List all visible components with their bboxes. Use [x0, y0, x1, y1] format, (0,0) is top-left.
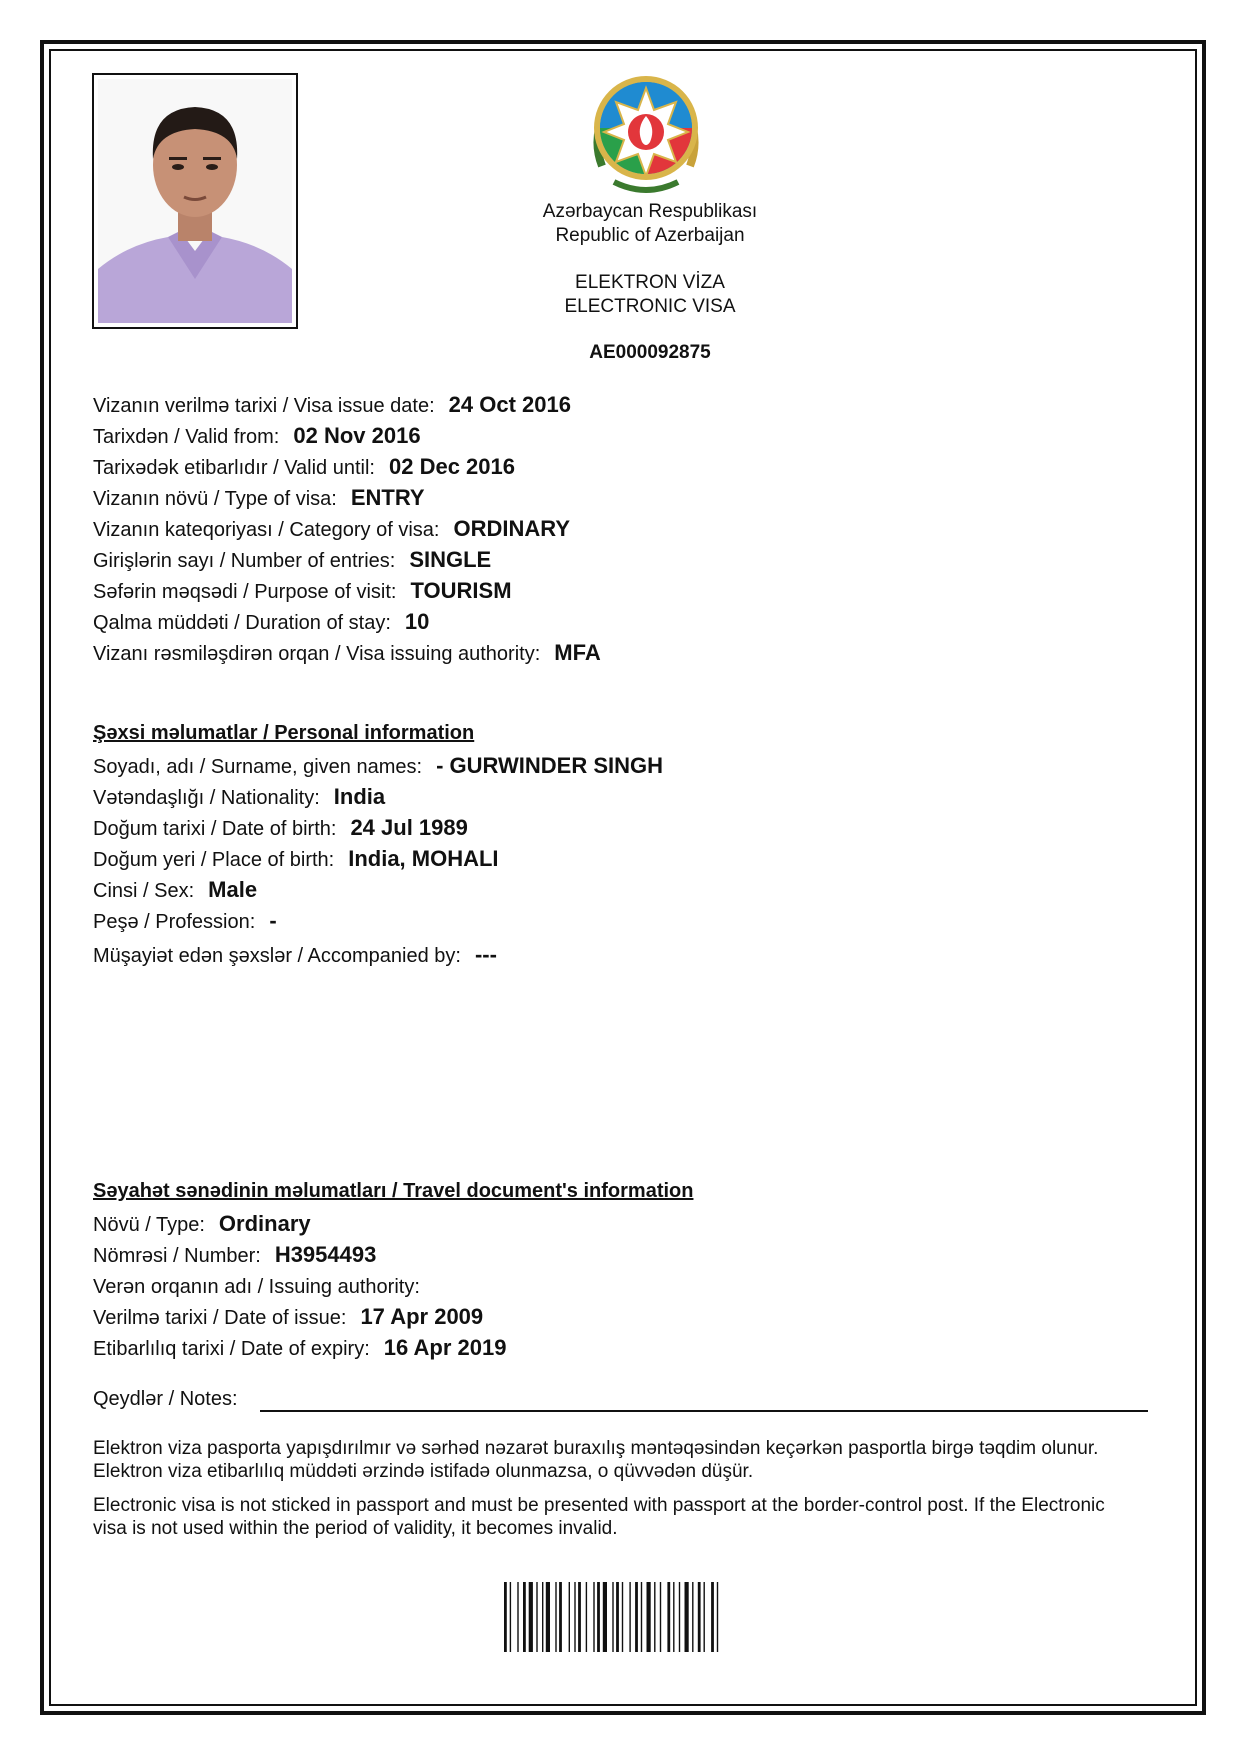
- personal-row: [93, 846, 499, 872]
- barcode-bar: [569, 1582, 570, 1652]
- barcode-bar: [635, 1582, 638, 1652]
- doc-expiry-label: Etibarlılıq tarixi / Date of expiry:: [93, 1338, 370, 1360]
- barcode-bar: [542, 1582, 543, 1652]
- header-evisa-en: ELECTRONIC VISA: [564, 296, 736, 317]
- notice-az: Elektron viza pasporta yapışdırılmır və sərhəd nəzarət buraxılış məntəqəsindən keçərkən pasportla birgə təqdim olunur. Elektron viza etibarlılıq müddəti ərzində istifadə olunmazsa, o qüvvədən düşür.: [93, 1438, 1099, 1482]
- barcode-bar: [523, 1582, 526, 1652]
- barcode-bar: [673, 1582, 674, 1652]
- visa-detail-row: [93, 392, 571, 418]
- doc-type-label: Növü / Type:: [93, 1214, 205, 1236]
- notes-line: [260, 1410, 1148, 1412]
- barcode-bar: [711, 1582, 714, 1652]
- issuing-authority-value: MFA: [554, 640, 601, 665]
- barcode-bar: [647, 1582, 651, 1652]
- dob-value: 24 Jul 1989: [350, 815, 468, 840]
- visa-detail-row: [93, 609, 429, 635]
- barcode-bar: [717, 1582, 718, 1652]
- notice-en: Electronic visa is not sticked in passport and must be presented with passport at the border-control post. If the Electronic visa is not used within the period of validity, it becomes invalid.: [93, 1495, 1105, 1539]
- dob-label: Doğum tarixi / Date of birth:: [93, 818, 337, 840]
- azerbaijan-emblem: [584, 70, 708, 198]
- barcode-bar: [622, 1582, 623, 1652]
- profession-label: Peşə / Profession:: [93, 911, 256, 933]
- personal-row: [93, 908, 277, 934]
- barcode-bar: [654, 1582, 655, 1652]
- barcode-bar: [504, 1582, 507, 1652]
- barcode-bar: [641, 1582, 642, 1652]
- barcode-bar: [629, 1582, 630, 1652]
- barcode-bar: [510, 1582, 511, 1652]
- travel-doc-row: [93, 1242, 376, 1268]
- barcode-bar: [612, 1582, 613, 1652]
- entries-label: Girişlərin sayı / Number of entries:: [93, 550, 396, 572]
- accompanied-label: Müşayiət edən şəxslər / Accompanied by:: [93, 945, 461, 967]
- barcode-bar: [529, 1582, 533, 1652]
- visa-detail-row: [93, 578, 512, 604]
- barcode-bar: [667, 1582, 670, 1652]
- doc-type-value: Ordinary: [218, 1211, 311, 1236]
- sex-label: Cinsi / Sex:: [93, 880, 195, 902]
- barcode-bar: [597, 1582, 600, 1652]
- travel-doc-title: Səyahət sənədinin məlumatları / Travel document's information: [93, 1180, 694, 1202]
- header-republic-en: Republic of Azerbaijan: [555, 225, 745, 246]
- personal-row: [93, 815, 468, 841]
- duration-value: 10: [404, 609, 430, 634]
- portrait-illustration: [98, 79, 292, 323]
- doc-expiry-value: 16 Apr 2019: [383, 1335, 507, 1360]
- barcode-bar: [593, 1582, 594, 1652]
- nationality-label: Vətəndaşlığı / Nationality:: [93, 787, 320, 809]
- barcode-bar: [679, 1582, 680, 1652]
- travel-doc-row: [93, 1273, 434, 1299]
- barcode-bar: [586, 1582, 587, 1652]
- header-republic-az: Azərbaycan Respublikası: [542, 201, 758, 222]
- barcode-bar: [660, 1582, 661, 1652]
- issuing-authority-label: Vizanı rəsmiləşdirən orqan / Visa issuing authority:: [93, 643, 541, 665]
- visa-issue-date-value: 24 Oct 2016: [448, 392, 571, 417]
- name-value: - GURWINDER SINGH: [436, 753, 664, 778]
- barcode-bar: [555, 1582, 556, 1652]
- visa-detail-row: [93, 547, 491, 573]
- duration-label: Qalma müddəti / Duration of stay:: [93, 612, 391, 634]
- header-evisa-az: ELEKTRON VİZA: [575, 272, 725, 293]
- name-label: Soyadı, adı / Surname, given names:: [93, 756, 423, 778]
- travel-doc-row: [93, 1335, 507, 1361]
- barcode-bar: [704, 1582, 705, 1652]
- pob-value: India, MOHALI: [348, 846, 499, 871]
- nationality-value: India: [333, 784, 386, 809]
- personal-row: [93, 784, 385, 810]
- personal-row: [93, 942, 497, 968]
- barcode-bar: [578, 1582, 581, 1652]
- personal-row: [93, 877, 257, 903]
- notes-row: [93, 1388, 238, 1411]
- barcode-bar: [536, 1582, 537, 1652]
- barcode-bar: [574, 1582, 575, 1652]
- visa-category-label: Vizanın kateqoriyası / Category of visa:: [93, 519, 440, 541]
- barcode-bar: [692, 1582, 693, 1652]
- visa-detail-row: [93, 485, 425, 511]
- personal-row: [93, 753, 663, 779]
- doc-issue-date-value: 17 Apr 2009: [360, 1304, 484, 1329]
- visa-type-label: Vizanın növü / Type of visa:: [93, 488, 337, 510]
- accompanied-value: ---: [474, 942, 497, 967]
- barcode-bar: [546, 1582, 550, 1652]
- personal-info-title: Şəxsi məlumatlar / Personal information: [93, 722, 475, 744]
- valid-until-label: Tarixədək etibarlıdır / Valid until:: [93, 457, 375, 479]
- travel-doc-row: [93, 1304, 483, 1330]
- visa-detail-row: [93, 423, 421, 449]
- barcode-bar: [517, 1582, 518, 1652]
- visa-category-value: ORDINARY: [453, 516, 571, 541]
- barcode-bar: [559, 1582, 562, 1652]
- barcode: [502, 1582, 790, 1652]
- valid-from-value: 02 Nov 2016: [293, 423, 421, 448]
- purpose-value: TOURISM: [410, 578, 512, 603]
- visa-issue-date-label: Vizanın verilmə tarixi / Visa issue date:: [93, 395, 435, 417]
- visa-number: AE000092875: [589, 342, 711, 363]
- visa-detail-row: [93, 516, 570, 542]
- notes-label: Qeydlər / Notes:: [93, 1388, 238, 1410]
- sex-value: Male: [208, 877, 258, 902]
- barcode-bar: [616, 1582, 619, 1652]
- barcode-bar: [685, 1582, 689, 1652]
- purpose-label: Səfərin məqsədi / Purpose of visit:: [93, 581, 397, 603]
- doc-authority-label: Verən orqanın adı / Issuing authority:: [93, 1276, 420, 1298]
- applicant-photo: [92, 73, 298, 329]
- doc-issue-date-label: Verilmə tarixi / Date of issue:: [93, 1307, 347, 1329]
- valid-from-label: Tarixdən / Valid from:: [93, 426, 280, 448]
- barcode-bar: [603, 1582, 607, 1652]
- entries-value: SINGLE: [409, 547, 492, 572]
- barcode-bar: [698, 1582, 701, 1652]
- profession-value: -: [269, 908, 277, 933]
- visa-detail-row: [93, 454, 515, 480]
- visa-detail-row: [93, 640, 601, 666]
- pob-label: Doğum yeri / Place of birth:: [93, 849, 335, 871]
- travel-doc-row: [93, 1211, 311, 1237]
- visa-type-value: ENTRY: [350, 485, 425, 510]
- doc-number-value: H3954493: [274, 1242, 377, 1267]
- valid-until-value: 02 Dec 2016: [388, 454, 515, 479]
- doc-number-label: Nömrəsi / Number:: [93, 1245, 261, 1267]
